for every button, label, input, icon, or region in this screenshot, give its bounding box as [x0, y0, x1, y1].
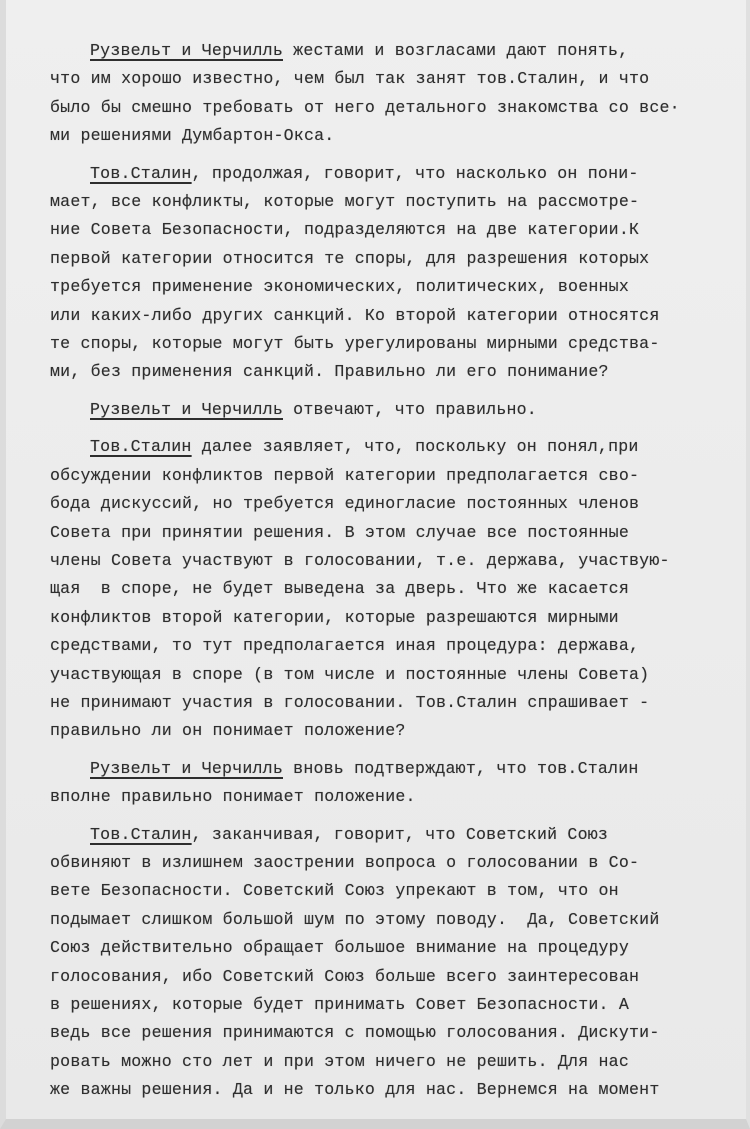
text-line: или каких-либо других санкций. Ко второй категории относятся	[50, 305, 660, 325]
paragraph-first-line: Тов.Сталин далее заявляет, что, поскольку он понял,при	[90, 437, 639, 457]
text-line: голосования, ибо Советский Союз больше всего заинтересован	[50, 966, 640, 986]
text-line: щая в споре, не будет выведена за дверь. Что же касается	[50, 579, 629, 599]
text-line: участвующая в споре (в том числе и постоянные члены Совета)	[50, 664, 650, 684]
speaker-name: Тов.Сталин	[90, 163, 192, 183]
paragraph-5	[50, 755, 740, 812]
text-line: вполне правильно понимает положение.	[50, 787, 416, 807]
text-line: ми решениями Думбартон-Окса.	[50, 126, 335, 146]
text-line: правильно ли он понимает положение?	[50, 721, 406, 741]
paragraph-first-line: Тов.Сталин, заканчивая, говорит, что Советский Союз	[90, 824, 609, 844]
speaker-name: Рузвельт и Черчилль	[90, 41, 283, 60]
text-line: конфликтов второй категории, которые разрешаются мирными	[50, 607, 619, 627]
text-line: обвиняют в излишнем заострении вопроса о голосовании в Со-	[50, 852, 640, 872]
text-line: ние Совета Безопасности, подразделяются на две категории.К	[50, 220, 640, 240]
text-line: в решениях, которые будет принимать Совет Безопасности. А	[50, 995, 629, 1014]
text-line: ми, без применения санкций. Правильно ли его понимание?	[50, 362, 609, 382]
text-line: не принимают участия в голосовании. Тов.Сталин спрашивает -	[50, 692, 650, 712]
text-line: первой категории относится те споры, для разрешения которых	[50, 248, 650, 268]
paragraph-6	[50, 821, 740, 1105]
text-line: мает, все конфликты, которые могут поступить на рассмотре-	[50, 192, 640, 212]
text-line: члены Совета участвуют в голосовании, т.е. держава, участвую-	[50, 550, 670, 570]
text-line: Союз действительно обращает большое внимание на процедуру	[50, 938, 629, 958]
paragraph-first-line: Рузвельт и Черчилль отвечают, что правильно.	[90, 399, 537, 419]
text-line: что им хорошо известно, чем был так занят тов.Сталин, и что	[50, 69, 650, 89]
paragraph-first-line: Рузвельт и Черчилль жестами и возгласами дают понять,	[90, 41, 629, 60]
text-line: ровать можно сто лет и при этом ничего не решить. Для нас	[50, 1051, 629, 1071]
paragraph-first-line: Тов.Сталин, продолжая, говорит, что насколько он пони-	[90, 163, 639, 183]
text-line: бода дискуссий, но требуется единогласие постоянных членов	[50, 494, 640, 514]
text-line: же важны решения. Да и не только для нас. Вернемся на момент	[50, 1080, 660, 1100]
text-line: те споры, которые могут быть урегулированы мирными средства-	[50, 334, 660, 354]
paragraph-4	[50, 433, 740, 745]
speaker-name: Тов.Сталин	[90, 824, 192, 844]
text-line: вете Безопасности. Советский Союз упрекают в том, что он	[50, 881, 619, 901]
text-line: средствами, то тут предполагается иная процедура: держава,	[50, 636, 640, 656]
speaker-name: Рузвельт и Черчилль	[90, 399, 283, 419]
text-line: обсуждении конфликтов первой категории предполагается сво-	[50, 465, 640, 485]
text-line: подымает слишком большой шум по этому поводу. Да, Советский	[50, 909, 660, 929]
text-line: ведь все решения принимаются с помощью голосования. Дискути-	[50, 1023, 660, 1043]
typewritten-text	[50, 37, 740, 1114]
paragraph-1	[50, 37, 740, 151]
text-line: было бы смешно требовать от него детального знакомства со все·	[50, 97, 680, 117]
text-line: Совета при принятии решения. В этом случае все постоянные	[50, 522, 629, 542]
paragraph-2	[50, 160, 740, 387]
speaker-name: Рузвельт и Черчилль	[90, 758, 283, 778]
text-line: требуется применение экономических, политических, военных	[50, 277, 629, 297]
paragraph-first-line: Рузвельт и Черчилль вновь подтверждают, что тов.Сталин	[90, 758, 639, 778]
speaker-name: Тов.Сталин	[90, 437, 192, 457]
paragraph-3	[50, 396, 740, 424]
